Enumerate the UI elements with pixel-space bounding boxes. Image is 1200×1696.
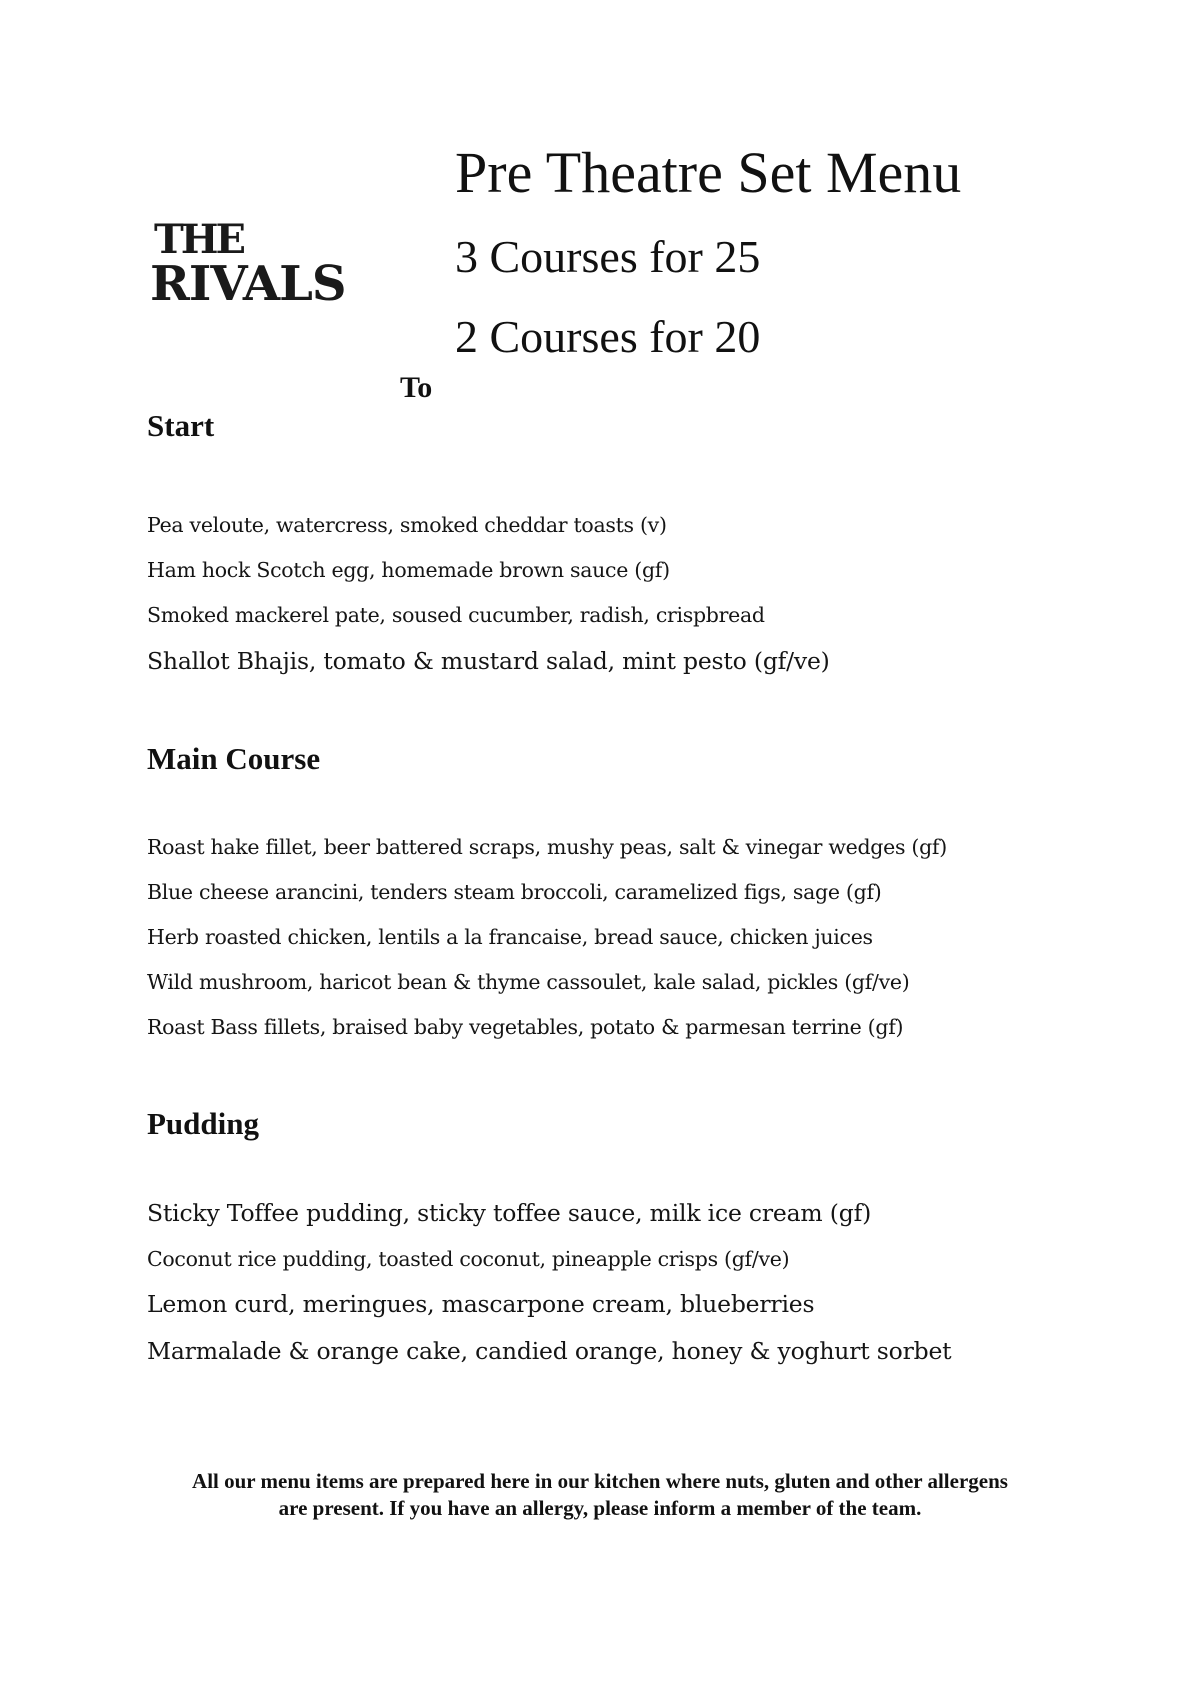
section-heading-start: Start xyxy=(147,408,215,443)
menu-item: Roast hake fillet, beer battered scraps, mushy peas, salt & vinegar wedges (gf) xyxy=(147,835,947,859)
restaurant-logo xyxy=(150,218,390,318)
menu-item: Shallot Bhajis, tomato & mustard salad, mint pesto (gf/ve) xyxy=(147,647,830,675)
menu-item: Herb roasted chicken, lentils a la francaise, bread sauce, chicken juices xyxy=(147,925,873,949)
menu-item: Wild mushroom, haricot bean & thyme cassoulet, kale salad, pickles (gf/ve) xyxy=(147,970,910,994)
logo-line-rivals: RIVALS xyxy=(150,256,346,312)
offer-three-courses: 3 Courses for 25 xyxy=(455,231,761,282)
allergen-notice-line-1: All our menu items are prepared here in our kitchen where nuts, gluten and other allergens xyxy=(192,1469,1008,1493)
allergen-notice-line-2: are present. If you have an allergy, please inform a member of the team. xyxy=(278,1496,922,1520)
offer-two-courses: 2 Courses for 20 xyxy=(455,311,761,362)
menu-item: Sticky Toffee pudding, sticky toffee sauce, milk ice cream (gf) xyxy=(147,1199,872,1227)
logo-line-the: THE xyxy=(154,216,244,263)
menu-item: Roast Bass fillets, braised baby vegetables, potato & parmesan terrine (gf) xyxy=(147,1015,904,1039)
menu-item: Lemon curd, meringues, mascarpone cream, blueberries xyxy=(147,1290,815,1318)
menu-item: Pea veloute, watercress, smoked cheddar toasts (v) xyxy=(147,513,667,537)
section-heading-pudding: Pudding xyxy=(147,1106,260,1141)
menu-item: Smoked mackerel pate, soused cucumber, radish, crispbread xyxy=(147,603,765,627)
to-label: To xyxy=(400,371,433,404)
menu-item: Blue cheese arancini, tenders steam broccoli, caramelized figs, sage (gf) xyxy=(147,880,882,904)
menu-title: Pre Theatre Set Menu xyxy=(455,140,962,205)
menu-item: Marmalade & orange cake, candied orange, honey & yoghurt sorbet xyxy=(147,1337,952,1365)
allergen-notice xyxy=(130,1468,1070,1522)
menu-item: Ham hock Scotch egg, homemade brown sauce (gf) xyxy=(147,558,670,582)
menu-item: Coconut rice pudding, toasted coconut, pineapple crisps (gf/ve) xyxy=(147,1247,790,1271)
section-heading-main-course: Main Course xyxy=(147,741,321,776)
